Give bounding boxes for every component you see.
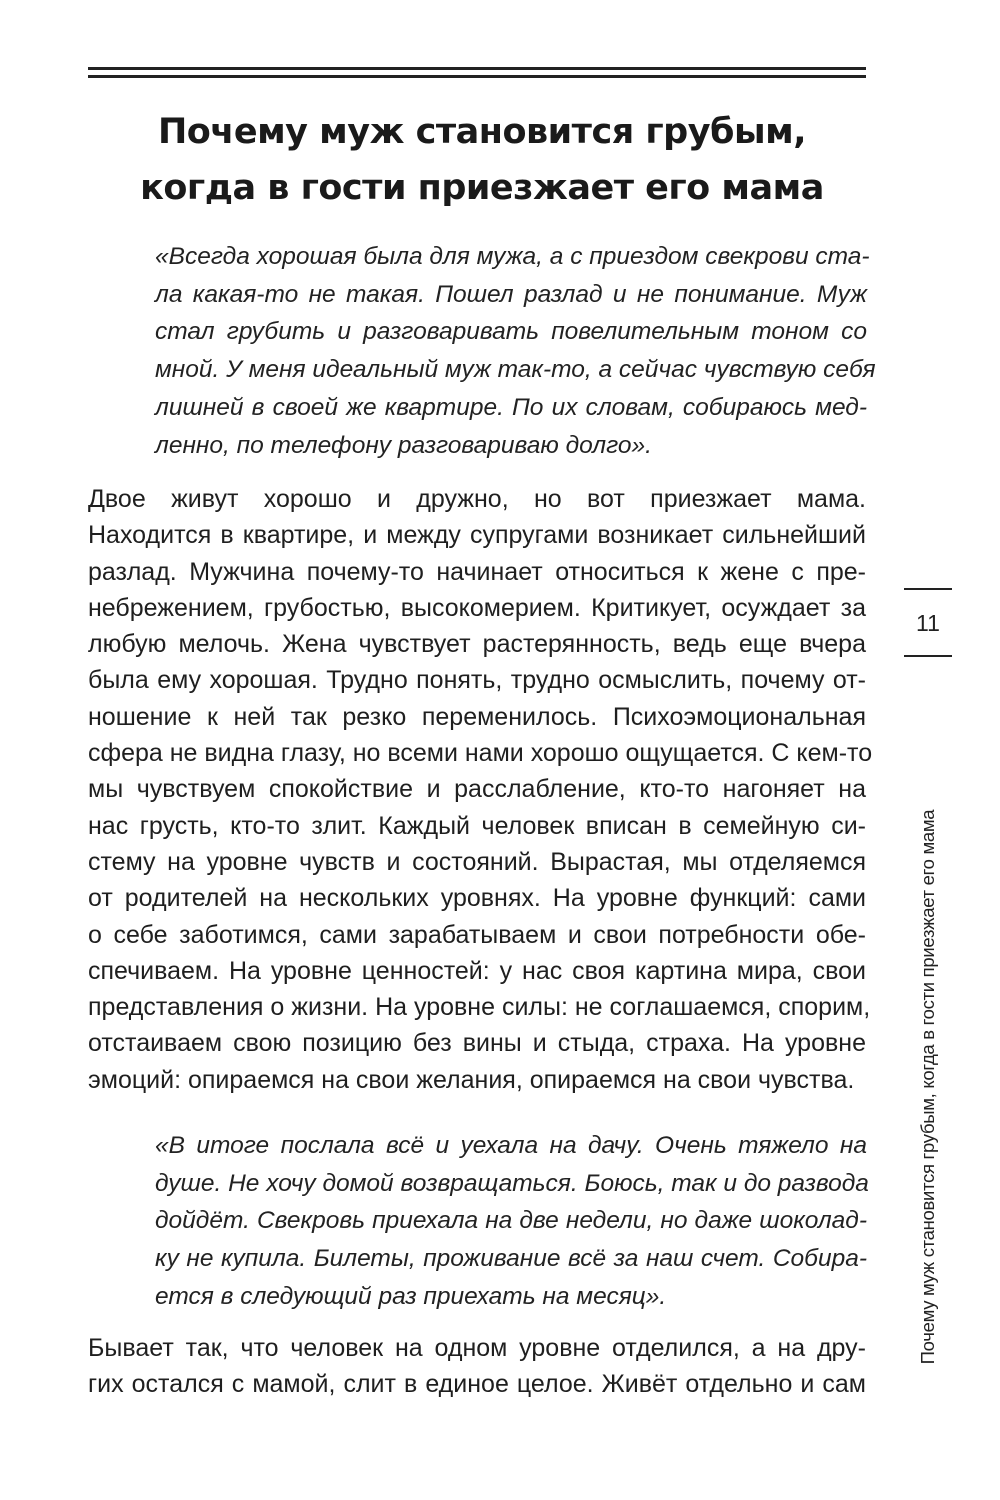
paragraph-line: гих остался с мамой, слит в единое целое. Живёт отдельно и сам: [88, 1370, 866, 1399]
paragraph-line: Находится в квартире, и между супругами возникает сильнейший: [88, 521, 866, 550]
paragraph-line: эмоций: опираемся на свои желания, опираемся на свои чувства.: [88, 1065, 855, 1094]
quote-line: стал грубить и разговаривать повелительным тоном со: [155, 318, 867, 346]
paragraph-line: мы чувствуем спокойствие и расслабление, кто-то нагоняет на: [88, 775, 866, 804]
paragraph-line: спечиваем. На уровне ценностей: у нас своя картина мира, свои: [88, 956, 866, 985]
quote-line: «Всегда хорошая была для мужа, а с приездом свекрови ста-: [155, 243, 870, 270]
page-number-rule-top: [904, 588, 952, 590]
page-number: 11: [916, 610, 940, 636]
paragraph-line: разлад. Мужчина почему-то начинает относиться к жене с пре-: [88, 557, 866, 586]
running-head: Почему муж становится грубым, когда в гости приезжает его мама: [917, 809, 938, 1365]
header-double-rule: [88, 67, 866, 78]
quote-line: ется в следующий раз приехать на месяц».: [155, 1282, 667, 1310]
quote-line: лишней в своей же квартире. По их словам, собираюсь мед-: [155, 393, 867, 421]
reader-quote-2: [155, 1127, 867, 1316]
paragraph-line: была ему хорошая. Трудно понять, трудно осмыслить, почему от-: [88, 666, 866, 695]
quote-line: «В итоге послала всё и уехала на дачу. Очень тяжело на: [155, 1132, 867, 1159]
chapter-title-line: Почему муж становится грубым,: [157, 112, 807, 152]
quote-line: ку не купила. Билеты, проживание всё за наш счет. Собира-: [155, 1245, 867, 1273]
paragraph-line: небрежением, грубостью, высокомерием. Критикует, осуждает за: [88, 593, 866, 622]
paragraph-line: отстаиваем свою позицию без вины и стыда, страха. На уровне: [88, 1029, 866, 1058]
reader-quote-1: [155, 238, 876, 464]
paragraph-line: Бывает так, что человек на одном уровне отделился, а на дру-: [88, 1334, 866, 1362]
chapter-title: [70, 104, 894, 216]
paragraph-line: стему на уровне чувств и состояний. Вырастая, мы отделяемся: [88, 847, 866, 876]
chapter-title-line: когда в гости приезжает его мама: [140, 168, 824, 208]
quote-line: мной. У меня идеальный муж так-то, а сейчас чувствую себя: [155, 356, 876, 384]
quote-line: ленно, по телефону разговариваю долго».: [155, 431, 652, 459]
paragraph-line: представления о жизни. На уровне силы: не соглашаемся, спорим,: [88, 993, 871, 1022]
paragraph-line: сфера не видна глазу, но всеми нами хорошо ощущается. С кем-то: [88, 739, 873, 768]
paragraph-line: любую мелочь. Жена чувствует растерянность, ведь еще вчера: [88, 630, 866, 659]
quote-line: дойдёт. Свекровь приехала на две недели, но даже шоколад-: [155, 1207, 867, 1235]
paragraph-line: нас грусть, кто-то злит. Каждый человек вписан в семейную си-: [88, 811, 866, 840]
body-paragraph-2: [88, 1330, 866, 1403]
paragraph-line: от родителей на нескольких уровнях. На уровне функций: сами: [88, 884, 866, 913]
body-paragraph-1: [88, 481, 873, 1098]
paragraph-line: ношение к ней так резко переменилось. Психоэмоциональная: [88, 702, 866, 731]
quote-line: душе. Не хочу домой возвращаться. Боюсь, так и до развода: [155, 1169, 869, 1197]
quote-line: ла какая-то не такая. Пошел разлад и не понимание. Муж: [155, 280, 867, 308]
paragraph-line: о себе заботимся, сами зарабатываем и свои потребности обе-: [88, 920, 866, 949]
page-number-rule-bottom: [904, 655, 952, 657]
paragraph-line: Двое живут хорошо и дружно, но вот приезжает мама.: [88, 485, 866, 513]
